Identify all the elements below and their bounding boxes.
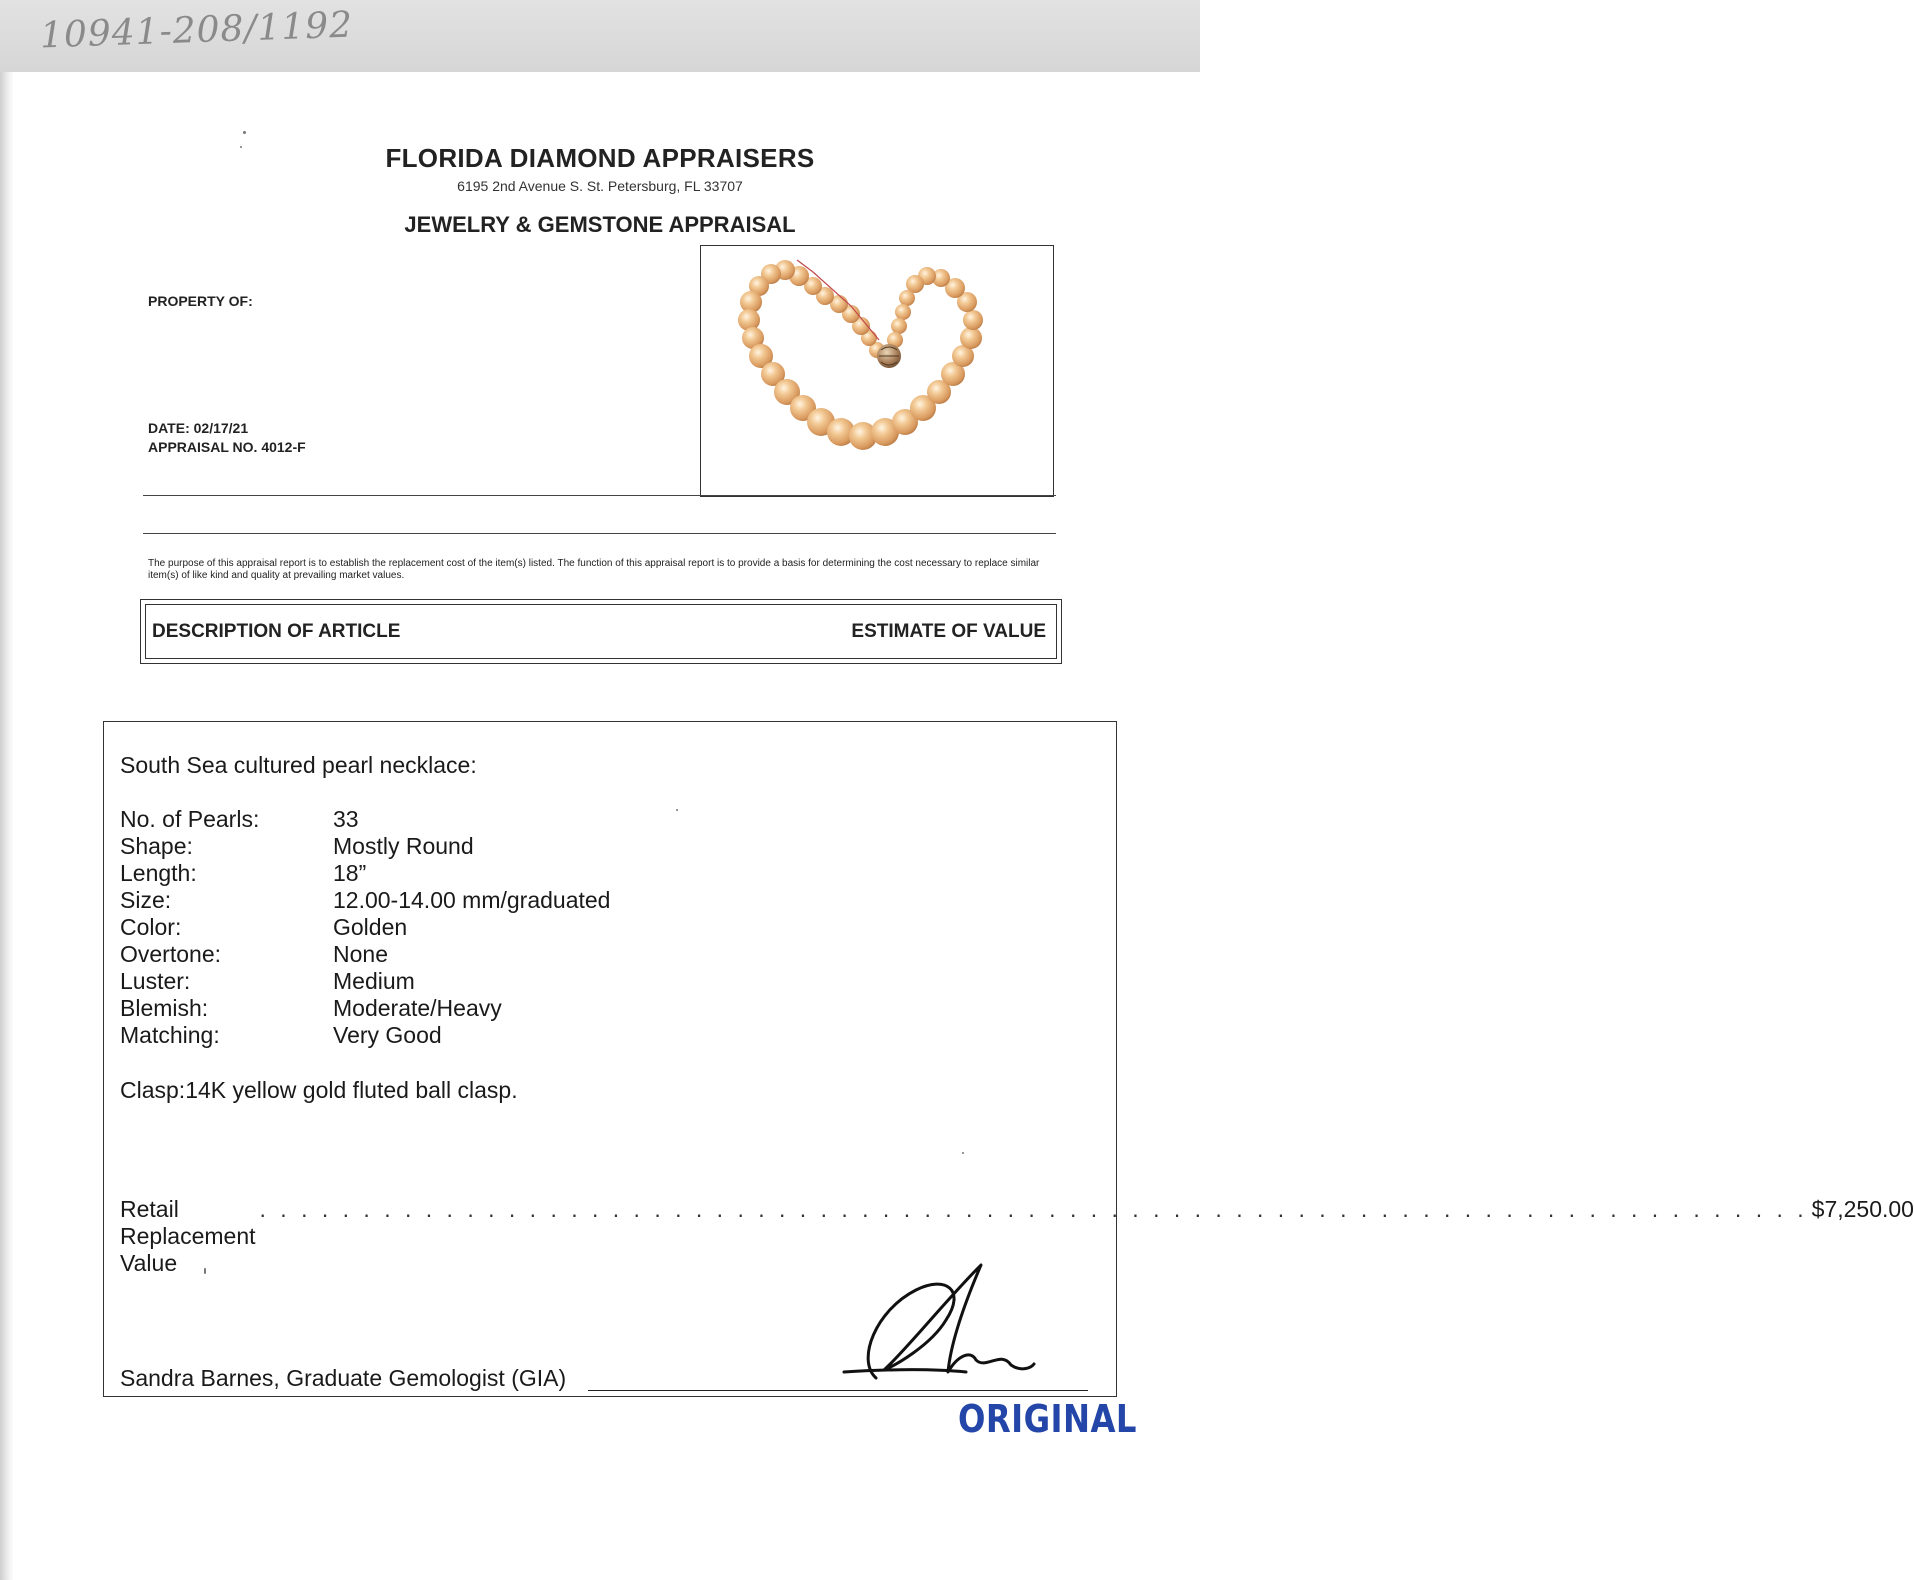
item-photo xyxy=(700,245,1054,497)
scan-margin-left xyxy=(0,72,14,1580)
spec-label: Length: xyxy=(120,860,197,886)
pearl xyxy=(899,290,915,306)
handwritten-note: 10941-208/1192 xyxy=(39,4,354,57)
rule-1 xyxy=(143,495,1056,496)
clasp-description: Clasp:14K yellow gold fluted ball clasp. xyxy=(120,1077,518,1103)
pearl-necklace-photo-icon xyxy=(701,246,1053,496)
handwritten-signature xyxy=(836,1260,1036,1390)
date-label: DATE: xyxy=(148,420,190,436)
scan-speck xyxy=(962,1152,964,1154)
original-stamp: ORIGINAL xyxy=(958,1397,1137,1441)
spec-value: Very Good xyxy=(333,1022,442,1048)
property-of-label: PROPERTY OF: xyxy=(148,293,253,309)
appraisal-number-value: 4012-F xyxy=(261,439,306,455)
spec-label: No. of Pearls: xyxy=(120,806,260,832)
company-name: FLORIDA DIAMOND APPRAISERS xyxy=(385,143,815,173)
appraisal-number-label: APPRAISAL NO. xyxy=(148,439,258,455)
spec-value: Moderate/Heavy xyxy=(333,995,502,1021)
scan-speck xyxy=(240,146,242,148)
estimate-header: ESTIMATE OF VALUE xyxy=(851,621,1046,642)
spec-value: 18” xyxy=(333,860,367,886)
spec-label: Overtone: xyxy=(120,941,221,967)
appraisal-number-line xyxy=(148,439,306,455)
retail-value-amount: $7,250.00 xyxy=(1811,1196,1914,1222)
date-value: 02/17/21 xyxy=(193,420,249,436)
pearl xyxy=(895,304,911,320)
spec-value: Golden xyxy=(333,914,408,940)
article-title: South Sea cultured pearl necklace: xyxy=(120,752,477,778)
scan-speck xyxy=(243,131,246,134)
pearl xyxy=(891,318,907,334)
spec-value: 12.00-14.00 mm/graduated xyxy=(333,887,611,913)
document-title: JEWELRY & GEMSTONE APPRAISAL xyxy=(404,212,796,237)
spec-label: Blemish: xyxy=(120,995,209,1021)
scan-speck xyxy=(204,1268,206,1274)
company-address: 6195 2nd Avenue S. St. Petersburg, FL 33707 xyxy=(457,178,743,194)
spec-label: Matching: xyxy=(120,1022,220,1048)
description-header: DESCRIPTION OF ARTICLE xyxy=(152,621,401,642)
spec-label: Size: xyxy=(120,887,172,913)
date-line xyxy=(148,420,248,436)
spec-value: Mostly Round xyxy=(333,833,474,859)
spec-label: Color: xyxy=(120,914,182,940)
pearl-strand xyxy=(738,260,983,450)
pearl xyxy=(960,327,982,349)
pearl xyxy=(963,310,983,330)
spec-label: Shape: xyxy=(120,833,193,859)
signature-line xyxy=(588,1390,1088,1391)
scan-speck xyxy=(676,809,678,811)
purpose-statement: The purpose of this appraisal report is to establish the replacement cost of the item(s) listed. The function of this appraisal report is to provide a basis for determining the cost necessary to replace similar item(s) of like kind and quality at prevailing market values. xyxy=(148,558,1040,581)
signer-name: Sandra Barnes, Graduate Gemologist (GIA) xyxy=(120,1365,567,1391)
leader-dots: . . . . . . . . . . . . . . . . . . . . . . . . . . . . . . . . . . . . . . . . . . . . . . . . . . . . . . . . . . . . . . . . . . . . . . . . . . . xyxy=(259,1196,1808,1222)
table-header xyxy=(140,599,1062,664)
spec-label: Luster: xyxy=(120,968,191,994)
spec-value: Medium xyxy=(333,968,415,994)
spec-value: None xyxy=(333,941,388,967)
retail-value-label: Retail Replacement Value xyxy=(120,1196,256,1276)
rule-2 xyxy=(143,533,1056,534)
spec-value: 33 xyxy=(333,806,359,832)
